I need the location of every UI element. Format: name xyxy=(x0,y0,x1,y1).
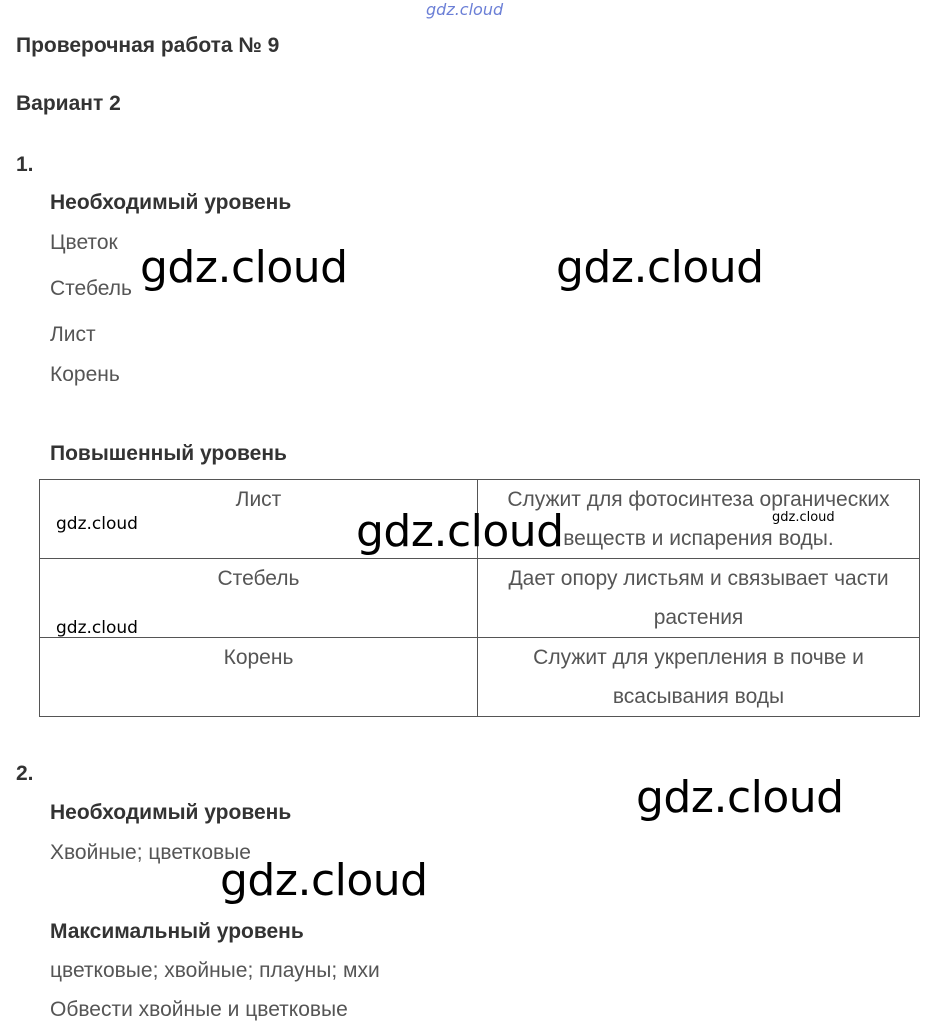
table-cell-organ: Корень xyxy=(40,638,478,717)
table-row xyxy=(40,559,920,638)
watermark-top: gdz.cloud xyxy=(426,0,504,19)
task-1-item-leaf: Лист xyxy=(50,323,96,346)
table-cell-function: Служит для укрепления в почве и всасывания воды xyxy=(478,638,920,717)
task-2-required-heading: Необходимый уровень xyxy=(50,801,292,824)
task-2-max-heading: Максимальный уровень xyxy=(50,920,304,943)
table-cell-organ: Стебель xyxy=(40,559,478,638)
table-cell-organ: Лист xyxy=(40,480,478,559)
task-1-item-root: Корень xyxy=(50,363,120,386)
table-row xyxy=(40,638,920,717)
watermark: gdz.cloud xyxy=(772,510,835,525)
task-2-required-answer: Хвойные; цветковые xyxy=(50,841,251,864)
task-2-max-answer-line1: цветковые; хвойные; плауны; мхи xyxy=(50,959,380,982)
table-cell-function: Дает опору листьям и связывает части растения xyxy=(478,559,920,638)
watermark: gdz.cloud xyxy=(220,855,428,906)
watermark: gdz.cloud xyxy=(556,242,764,293)
variant-title: Вариант 2 xyxy=(16,92,121,115)
task-2-max-answer-line2: Обвести хвойные и цветковые xyxy=(50,998,348,1021)
page-title: Проверочная работа № 9 xyxy=(16,34,280,57)
watermark: gdz.cloud xyxy=(356,506,564,557)
task-1-item-stem: Стебель xyxy=(50,277,132,300)
watermark: gdz.cloud xyxy=(140,242,348,293)
table-cell-function: Служит для фотосинтеза органических веществ и испарения воды. xyxy=(478,480,920,559)
task-1-advanced-heading: Повышенный уровень xyxy=(50,442,287,465)
task-1-number: 1. xyxy=(16,153,34,176)
watermark: gdz.cloud xyxy=(56,514,138,534)
watermark: gdz.cloud xyxy=(56,618,138,638)
task-1-required-heading: Необходимый уровень xyxy=(50,191,292,214)
watermark: gdz.cloud xyxy=(636,772,844,823)
task-2-number: 2. xyxy=(16,762,34,785)
task-1-item-flower: Цветок xyxy=(50,231,118,254)
